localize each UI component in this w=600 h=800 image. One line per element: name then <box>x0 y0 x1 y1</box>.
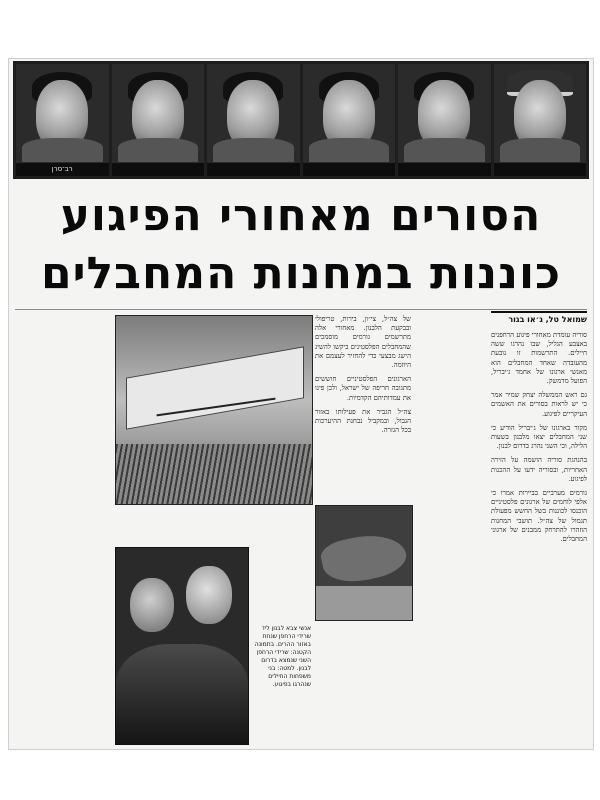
portrait-strip <box>13 61 589 179</box>
portrait-shoulders <box>500 138 581 162</box>
photo-caption: אנשי צבא לבנון ליד שרידי הרחפן שנחת באזור ההרים. בתמונה הקטנה: שרידי הרחפן השני שנמצא בדרום לבנון. למטה: בני משפחות החיילים שנהרגו בפיגוע. <box>254 625 311 688</box>
portrait-shoulders <box>213 138 294 162</box>
headline-line-1: הסורים מאחורי הפיגוע <box>60 190 542 241</box>
headline-line-2: כוננות במחנות המחבלים <box>40 248 562 299</box>
portrait-6 <box>494 64 587 176</box>
field-grass <box>116 444 312 504</box>
glider-wing <box>126 346 304 429</box>
glider-wreck-photo <box>115 315 313 505</box>
mourner-face <box>186 566 232 624</box>
portrait-shoulders <box>118 138 199 162</box>
paragraph: הארגונים הפלסטיניים חוששים מתגובה חריפה של ישראל, ולכן פינו את עמדותיהם הקדמיות. <box>315 375 411 402</box>
paragraph: בהנהגת סוריה הושמה על הזירה האחריות, ובסוריה ידעו על ההכנות לפיגוע. <box>491 456 587 483</box>
portrait-5 <box>398 64 491 176</box>
paragraph: סוריה עומדת מאחורי פיגוע הרחפנים באצבע הגליל, שבו נהרגו ששה חיילים. התרשמות זו נובעת מהעובדה שאחד המחבלים הוא מאנשי ארגונו של אחמד ג׳יבריל, הפועל מדמשק. <box>491 331 587 386</box>
portrait-4 <box>303 64 396 176</box>
paragraph: גורמים מערביים בביירות אמרו כי אלפי לוחמים של ארגונים פלסטיניים הוכנסו לכוננות בשל החשש מפעולת תגמול של צה״ל. תושבי המחנות הוזהרו להתרחק ממבנים של ארגוני המחבלים. <box>491 489 587 544</box>
portrait-caption <box>112 163 205 176</box>
portrait-1 <box>16 64 109 176</box>
headline <box>15 187 587 303</box>
wreck-sheet <box>318 528 409 589</box>
paragraph: צה״ל הגביר את פעילותו באזור הגבול, ובמקביל נבחנת ההיערכות בכל הגזרה. <box>315 407 411 435</box>
portrait-caption: רב־סרן <box>16 163 109 176</box>
portrait-3 <box>207 64 300 176</box>
wreck-ground <box>316 586 412 620</box>
portrait-caption <box>494 163 587 176</box>
section-rule <box>15 309 587 310</box>
portrait-caption <box>207 163 300 176</box>
second-glider-photo <box>315 505 413 621</box>
newspaper-clipping <box>8 58 594 750</box>
portrait-caption <box>398 163 491 176</box>
portrait-shoulders <box>404 138 485 162</box>
byline: שמואל טל, ג׳או בגור <box>491 311 587 329</box>
mourners-bodies <box>116 644 248 744</box>
portrait-caption <box>303 163 396 176</box>
paragraph: של צה״ל, צי״ון, בירות, טריפולי ובבקעת הלבנון. מאחורי אלה מתרשמים גורמים מוסמכים שהמחבלים הפלסטינים ביקשו להשיג הישג מבצעי כדי להחזיר לעצמם את היוזמה. <box>315 315 411 370</box>
paragraph: מקור בארגונו של ג׳יבריל הודיע כי שני המחבלים יצאו מלבנון בשעות הלילה, וכי השני נהרג בדרום לבנון. <box>491 423 587 451</box>
portrait-2 <box>112 64 205 176</box>
article-column-middle <box>315 315 411 465</box>
article-column-right <box>491 331 587 743</box>
portrait-shoulders <box>309 138 390 162</box>
paragraph: גם ראש הממשלה יצחק שמיר אמר כי יש לראות בסורים את האשמים העיקריים לפיגוע. <box>491 391 587 418</box>
mourners-photo <box>115 547 249 745</box>
mourner-face <box>130 578 174 632</box>
portrait-shoulders <box>22 138 103 162</box>
